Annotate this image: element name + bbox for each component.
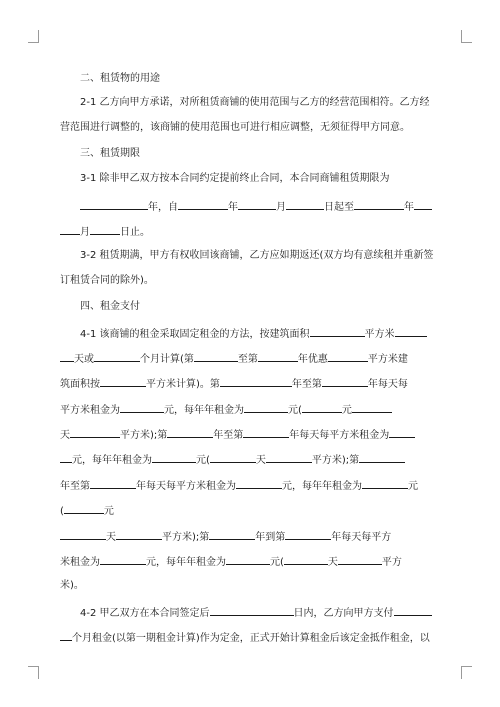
paragraph-line: 订租赁合同的除外)。 bbox=[60, 275, 154, 286]
blank-field bbox=[209, 529, 255, 540]
blank-field bbox=[244, 402, 288, 413]
blank-field bbox=[226, 554, 270, 565]
blank-field bbox=[80, 199, 148, 210]
blank-field bbox=[286, 199, 324, 210]
section-heading-use: 二、租赁物的用途 bbox=[80, 73, 160, 84]
blank-field bbox=[90, 478, 136, 489]
blank-field bbox=[94, 351, 140, 362]
blank-field bbox=[414, 199, 432, 210]
blank-field bbox=[70, 427, 120, 438]
blank-field bbox=[60, 351, 74, 362]
blank-field bbox=[120, 402, 164, 413]
blank-field bbox=[258, 351, 298, 362]
paragraph-line: 筑面积按 平方米计算)。第 年至第 年每天每 bbox=[60, 376, 408, 392]
blank-field bbox=[302, 402, 342, 413]
paragraph-line: 天 平方米);第 年到第 年每天每平方 bbox=[60, 529, 391, 545]
blank-field bbox=[328, 351, 368, 362]
paragraph-line: 天 平方米);第 年至第 年每天每平方米租金为 bbox=[60, 427, 415, 443]
blank-field bbox=[178, 199, 228, 210]
blank-field bbox=[285, 529, 331, 540]
paragraph-line: 米)。 bbox=[60, 580, 84, 591]
blank-field bbox=[60, 224, 80, 235]
blank-field bbox=[236, 478, 282, 489]
paragraph-line: ( 元 bbox=[60, 503, 114, 519]
paragraph-line: 4-2 甲乙双方在本合同签定后 日内，乙方向甲方支付 bbox=[80, 605, 432, 621]
crop-mark-top-left bbox=[28, 30, 39, 43]
paragraph-line: 平方米租金为 元，每年年租金为 元( 元 bbox=[60, 402, 392, 418]
blank-field bbox=[352, 402, 392, 413]
blank-field bbox=[60, 452, 72, 463]
blank-field bbox=[338, 554, 382, 565]
blank-field bbox=[60, 529, 106, 540]
blank-field bbox=[60, 630, 72, 641]
blank-field bbox=[266, 452, 312, 463]
paragraph-line: 米租金为 元，每年年租金为 元( 天 平方 bbox=[60, 554, 402, 570]
blank-field bbox=[167, 427, 213, 438]
blank-field bbox=[354, 199, 404, 210]
blank-field bbox=[100, 554, 146, 565]
paragraph-line: 2-1 乙方向甲方承诺，对所租赁商铺的使用范围与乙方的经营范围相符。乙方经 bbox=[80, 97, 430, 108]
blank-field bbox=[210, 605, 294, 616]
paragraph-line: 3-1 除非甲乙双方按本合同约定提前终止合同，本合同商铺租赁期限为 bbox=[80, 173, 390, 184]
paragraph-line: 天或 个月计算(第 至第 年优惠 平方米建 bbox=[60, 351, 408, 367]
blank-field bbox=[220, 376, 292, 387]
crop-mark-top-right bbox=[461, 30, 472, 43]
paragraph-line: 年，自 年 月 日起至 年 bbox=[80, 199, 432, 215]
blank-field bbox=[243, 427, 289, 438]
blank-field bbox=[238, 199, 276, 210]
blank-field bbox=[389, 427, 415, 438]
paragraph-line: 年至第 年每天每平方米租金为 元，每年年租金为 元 bbox=[60, 478, 418, 494]
blank-field bbox=[152, 452, 196, 463]
blank-field bbox=[90, 224, 120, 235]
crop-mark-bottom-right bbox=[461, 666, 472, 679]
crop-mark-bottom-left bbox=[28, 666, 39, 679]
paragraph-line: 营范围进行调整的，该商铺的使用范围也可进行相应调整，无须征得甲方同意。 bbox=[60, 122, 410, 133]
paragraph-line: 个月租金(以第一期租金计算)作为定金，正式开始计算租金后该定金抵作租金，以 bbox=[60, 630, 430, 646]
blank-field bbox=[64, 503, 104, 514]
paragraph-line: 3-2 租赁期满，甲方有权收回该商铺，乙方应如期返还(双方均有意续租并重新签 bbox=[80, 250, 434, 261]
blank-field bbox=[116, 529, 162, 540]
blank-field bbox=[322, 376, 368, 387]
paragraph-line: 元，每年年租金为 元( 天 平方米);第 bbox=[60, 452, 405, 468]
blank-field bbox=[210, 452, 256, 463]
paragraph-line: 月 日止。 bbox=[60, 224, 150, 240]
blank-field bbox=[310, 326, 365, 337]
blank-field bbox=[194, 351, 238, 362]
paragraph-line: 4-1 该商铺的租金采取固定租金的方法，按建筑面积 平方米 bbox=[80, 326, 427, 342]
blank-field bbox=[362, 478, 408, 489]
section-heading-term: 三、租赁期限 bbox=[80, 148, 140, 159]
blank-field bbox=[359, 452, 405, 463]
section-heading-rent: 四、租金支付 bbox=[80, 301, 140, 312]
blank-field bbox=[394, 605, 432, 616]
blank-field bbox=[284, 554, 328, 565]
blank-field bbox=[100, 376, 146, 387]
blank-field bbox=[395, 326, 427, 337]
